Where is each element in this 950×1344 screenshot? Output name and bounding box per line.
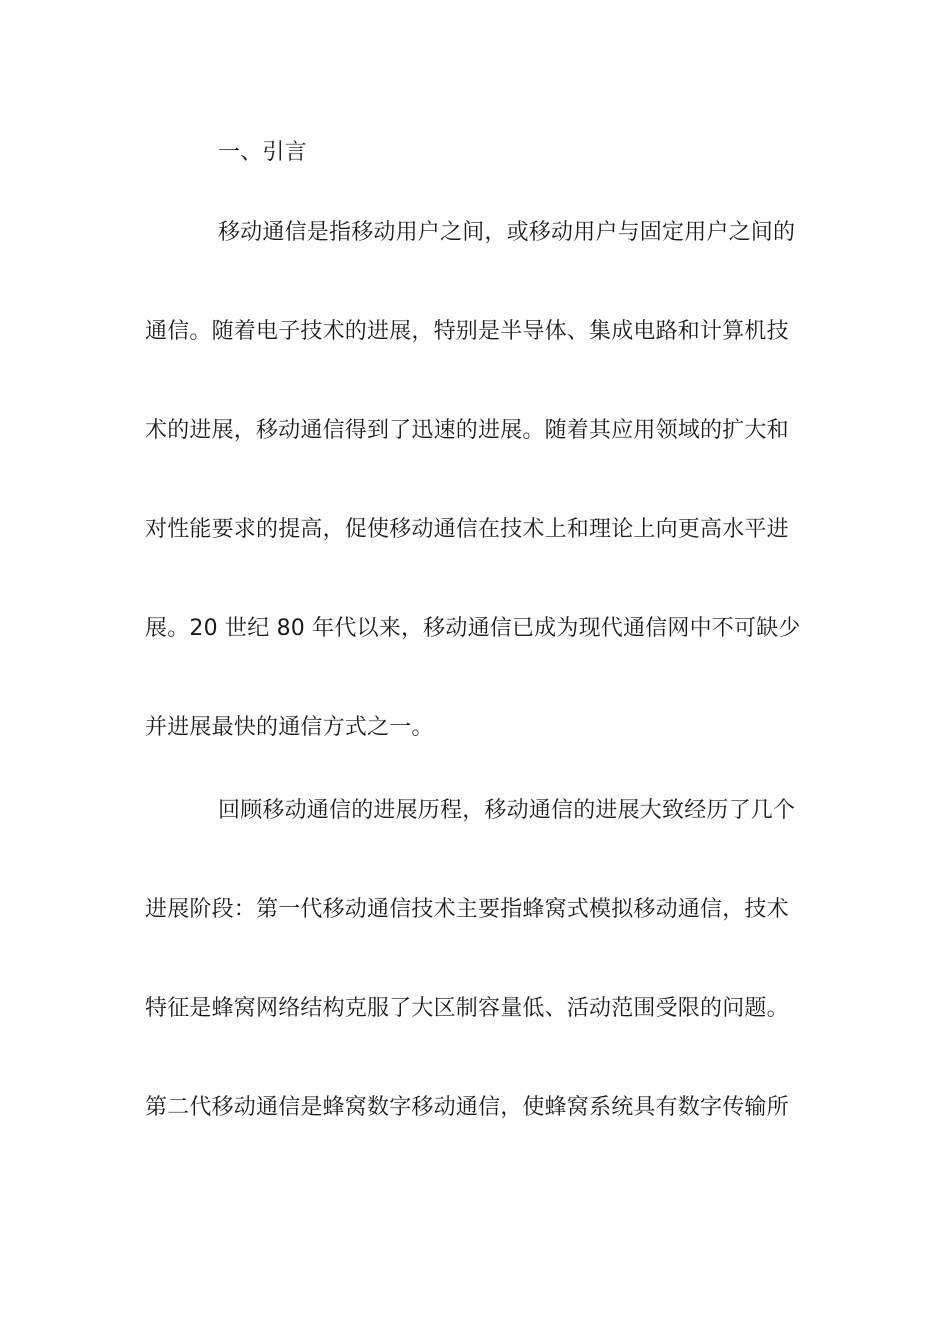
paragraph-line: 进展阶段：第一代移动通信技术主要指蜂窝式模拟移动通信，技术 (145, 897, 789, 922)
section-heading: 一、引言 (218, 140, 307, 165)
paragraph-line: 展。20 世纪 80 年代以来，移动通信已成为现代通信网中不可缺少 (145, 616, 801, 641)
paragraph-line: 术的进展，移动通信得到了迅速的进展。随着其应用领域的扩大和 (145, 418, 789, 443)
paragraph-line: 第二代移动通信是蜂窝数字移动通信，使蜂窝系统具有数字传输所 (145, 1095, 789, 1120)
paragraph-line: 并进展最快的通信方式之一。 (145, 715, 434, 740)
paragraph-line: 回顾移动通信的进展历程，移动通信的进展大致经历了几个 (218, 798, 796, 823)
paragraph-line: 移动通信是指移动用户之间，或移动用户与固定用户之间的 (218, 220, 796, 245)
paragraph-line: 特征是蜂窝网络结构克服了大区制容量低、活动范围受限的问题。 (145, 996, 789, 1021)
paragraph-line: 通信。随着电子技术的进展，特别是半导体、集成电路和计算机技 (145, 319, 789, 344)
paragraph-line: 对性能要求的提高，促使移动通信在技术上和理论上向更高水平进 (145, 517, 789, 542)
